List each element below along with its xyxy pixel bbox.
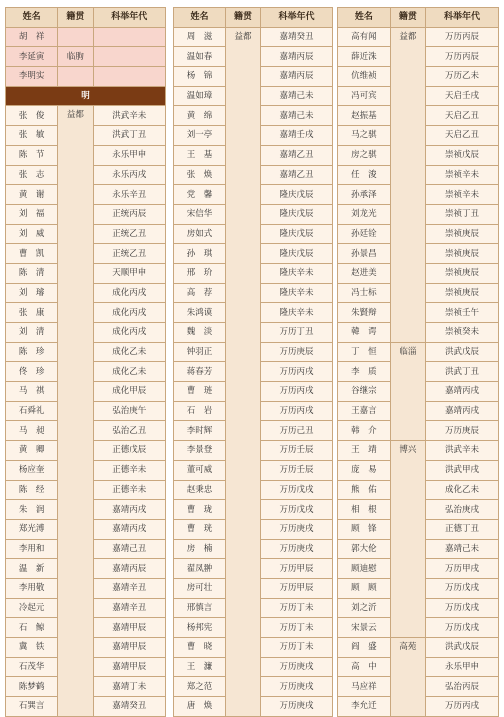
exam-year: 崇祯癸未 [426, 323, 499, 343]
header-origin: 籍贯 [58, 8, 93, 28]
exam-year: 万历戊戌 [426, 598, 499, 618]
exam-year: 正统乙丑 [93, 224, 165, 244]
person-name: 刘 福 [6, 204, 58, 224]
person-name: 张 俊 [6, 106, 58, 126]
exam-year: 崇祯庚辰 [426, 283, 499, 303]
person-name: 王 濂 [174, 657, 226, 677]
exam-year: 隆庆戊辰 [261, 204, 333, 224]
person-name: 翟凤翀 [174, 559, 226, 579]
exam-year: 洪武戊辰 [426, 342, 499, 362]
header-row [338, 8, 499, 28]
person-name: 李用和 [6, 539, 58, 559]
exam-year: 嘉靖甲辰 [93, 638, 165, 658]
exam-year: 成化丙戌 [93, 283, 165, 303]
exam-year: 天启壬戌 [426, 86, 499, 106]
person-name: 马之骐 [338, 126, 391, 146]
person-name: 张 康 [6, 303, 58, 323]
person-name: 李允迁 [338, 697, 391, 717]
exam-year: 万历庚戌 [261, 519, 333, 539]
header-exam: 科举年代 [426, 8, 499, 28]
origin-group: 益都 [226, 27, 261, 716]
person-name: 薛近洙 [338, 47, 391, 67]
person-name: 房之骐 [338, 145, 391, 165]
table-right [337, 7, 499, 717]
dynasty-label-ming: 明 [6, 86, 166, 106]
person-name: 陈 节 [6, 145, 58, 165]
exam-year: 成化乙未 [426, 480, 499, 500]
person-name: 顾 锋 [338, 519, 391, 539]
person-name: 刘 清 [6, 323, 58, 343]
exam-year: 正统乙丑 [93, 244, 165, 264]
exam-year: 万历甲辰 [261, 578, 333, 598]
exam-year: 天启乙丑 [426, 126, 499, 146]
table-middle-rows [174, 27, 333, 716]
person-name: 冯士标 [338, 283, 391, 303]
person-name: 顾迪慰 [338, 559, 391, 579]
person-name: 郑光溥 [6, 519, 58, 539]
exam-year: 万历壬辰 [261, 460, 333, 480]
person-name: 周 滋 [174, 27, 226, 47]
person-name: 冯可宾 [338, 86, 391, 106]
person-name: 钟羽正 [174, 342, 226, 362]
exam-year: 嘉靖丙戌 [93, 519, 165, 539]
person-name: 赵秉忠 [174, 480, 226, 500]
exam-year: 万历庚辰 [261, 342, 333, 362]
exam-year: 万历丙戌 [426, 697, 499, 717]
exam-year: 正德戊辰 [93, 441, 165, 461]
exam-year: 万历丙戌 [261, 401, 333, 421]
exam-year: 万历庚辰 [426, 421, 499, 441]
person-name: 魏 淡 [174, 323, 226, 343]
exam-year: 万历甲辰 [261, 559, 333, 579]
exam-year: 弘治庚午 [93, 401, 165, 421]
person-origin [58, 27, 93, 47]
person-name: 曹 珖 [174, 519, 226, 539]
person-name: 陈 珍 [6, 342, 58, 362]
table-row [338, 441, 499, 461]
exam-year [93, 27, 165, 47]
origin-group: 益都 [390, 27, 425, 342]
exam-year: 弘治丙辰 [426, 677, 499, 697]
table-row [338, 638, 499, 658]
exam-year: 万历丙戌 [261, 362, 333, 382]
table-row [6, 106, 166, 126]
exam-year: 万历庚戌 [261, 657, 333, 677]
exam-year: 万历丙戌 [261, 382, 333, 402]
exam-year: 洪武戊辰 [426, 638, 499, 658]
person-name: 高 荐 [174, 283, 226, 303]
exam-year: 成化丙戌 [93, 323, 165, 343]
origin-group: 临淄 [390, 342, 425, 440]
exam-year: 万历丙辰 [426, 47, 499, 67]
person-name: 石巽言 [6, 697, 58, 717]
person-name: 刘 威 [6, 224, 58, 244]
exam-year: 万历庚戌 [261, 677, 333, 697]
person-name: 刘一亭 [174, 126, 226, 146]
exam-year: 万历乙未 [426, 67, 499, 87]
exam-year: 永乐辛丑 [93, 185, 165, 205]
person-name: 唐 焕 [174, 697, 226, 717]
person-name: 李用敬 [6, 578, 58, 598]
exam-year: 天顺甲申 [93, 263, 165, 283]
exam-year: 崇祯辛未 [426, 165, 499, 185]
person-name: 孙景昌 [338, 244, 391, 264]
person-name: 温如春 [174, 47, 226, 67]
table-left-ming-rows [6, 106, 166, 716]
exam-year: 万历丁未 [261, 638, 333, 658]
origin-group: 益都 [58, 106, 93, 716]
person-name: 黄 卿 [6, 441, 58, 461]
exam-year: 嘉靖丙辰 [93, 559, 165, 579]
exam-year: 万历戊戌 [261, 480, 333, 500]
exam-year: 隆庆辛未 [261, 263, 333, 283]
exam-year: 万历壬辰 [261, 441, 333, 461]
person-name: 马应祥 [338, 677, 391, 697]
person-name: 李时辉 [174, 421, 226, 441]
person-name: 宋信华 [174, 204, 226, 224]
exam-year: 万历己丑 [261, 421, 333, 441]
person-name: 赵进美 [338, 263, 391, 283]
exam-year: 嘉靖己未 [261, 86, 333, 106]
exam-year: 崇祯庚辰 [426, 224, 499, 244]
exam-year: 万历丁未 [261, 598, 333, 618]
exam-year: 万历戊戌 [426, 618, 499, 638]
person-name: 石 岩 [174, 401, 226, 421]
header-name: 姓名 [174, 8, 226, 28]
exam-year: 嘉靖丙辰 [261, 47, 333, 67]
exam-year: 嘉靖丙戌 [426, 401, 499, 421]
person-name: 孙 琪 [174, 244, 226, 264]
person-name: 马 祺 [6, 382, 58, 402]
header-exam: 科举年代 [261, 8, 333, 28]
exam-year: 成化甲辰 [93, 382, 165, 402]
person-name: 马 昶 [6, 421, 58, 441]
exam-year: 隆庆辛未 [261, 283, 333, 303]
exam-year: 永乐甲申 [426, 657, 499, 677]
header-row [174, 8, 333, 28]
table-row [338, 342, 499, 362]
person-name: 任 浚 [338, 165, 391, 185]
person-name: 刘 璿 [6, 283, 58, 303]
person-name: 谷继宗 [338, 382, 391, 402]
person-name: 伉维祯 [338, 67, 391, 87]
person-name: 邢慎言 [174, 598, 226, 618]
person-name: 朱 润 [6, 500, 58, 520]
exam-year: 嘉靖丁未 [93, 677, 165, 697]
exam-year: 万历庚戌 [261, 539, 333, 559]
person-name: 温 新 [6, 559, 58, 579]
person-name: 杨 锦 [174, 67, 226, 87]
exam-year: 万历丁未 [261, 618, 333, 638]
person-name: 韓 谔 [338, 323, 391, 343]
person-name: 房可壮 [174, 578, 226, 598]
exam-year: 嘉靖辛丑 [93, 598, 165, 618]
person-name: 房如式 [174, 224, 226, 244]
person-name: 朱賢辩 [338, 303, 391, 323]
exam-year: 嘉靖乙丑 [261, 165, 333, 185]
header-name: 姓名 [338, 8, 391, 28]
person-name: 曹 凯 [6, 244, 58, 264]
exam-year: 洪武丁丑 [93, 126, 165, 146]
exam-year: 嘉靖己丑 [93, 539, 165, 559]
exam-year: 嘉靖丙辰 [261, 67, 333, 87]
table-row [6, 47, 166, 67]
exam-year: 万历庚戌 [261, 697, 333, 717]
exam-year: 嘉靖癸丑 [93, 697, 165, 717]
exam-year: 崇祯壬午 [426, 303, 499, 323]
exam-year: 万历甲戌 [426, 559, 499, 579]
person-name: 王 靖 [338, 441, 391, 461]
person-name: 顾 顾 [338, 578, 391, 598]
person-origin: 临朐 [58, 47, 93, 67]
exam-year: 万历戊戌 [261, 500, 333, 520]
person-name: 冀 铁 [6, 638, 58, 658]
person-name: 陈 经 [6, 480, 58, 500]
exam-year: 洪武甲戌 [426, 460, 499, 480]
header-row [6, 8, 166, 28]
person-name: 邢 玠 [174, 263, 226, 283]
person-name: 石 鲸 [6, 618, 58, 638]
origin-group: 博兴 [390, 441, 425, 638]
person-name: 曹 琏 [174, 382, 226, 402]
exam-year: 嘉靖丙戌 [93, 500, 165, 520]
person-name: 相 根 [338, 500, 391, 520]
person-name: 石茂华 [6, 657, 58, 677]
table-row [174, 27, 333, 47]
person-name: 黄 谢 [6, 185, 58, 205]
exam-year: 嘉靖己未 [426, 539, 499, 559]
person-name: 王 基 [174, 145, 226, 165]
exam-year: 成化乙未 [93, 362, 165, 382]
exam-year: 正德辛未 [93, 460, 165, 480]
exam-year: 万历戊戌 [426, 578, 499, 598]
exam-year [93, 67, 165, 87]
person-name: 冷起元 [6, 598, 58, 618]
person-name: 王嘉言 [338, 401, 391, 421]
exam-year: 崇祯丁丑 [426, 204, 499, 224]
header-exam: 科举年代 [93, 8, 165, 28]
dynasty-divider [6, 86, 166, 106]
exam-year: 崇祯戊辰 [426, 145, 499, 165]
exam-year: 成化丙戌 [93, 303, 165, 323]
exam-year [93, 47, 165, 67]
exam-year: 崇祯庚辰 [426, 263, 499, 283]
person-name: 黄 绵 [174, 106, 226, 126]
person-name: 阎 盛 [338, 638, 391, 658]
exam-year: 隆庆辛未 [261, 303, 333, 323]
person-origin [58, 67, 93, 87]
person-name: 温如璋 [174, 86, 226, 106]
exam-year: 正统丙辰 [93, 204, 165, 224]
exam-year: 洪武辛未 [426, 441, 499, 461]
table-row [338, 27, 499, 47]
person-name: 佟 珍 [6, 362, 58, 382]
person-name: 庞 易 [338, 460, 391, 480]
table-middle [173, 7, 333, 717]
person-name: 郭大伦 [338, 539, 391, 559]
person-name: 陈 清 [6, 263, 58, 283]
person-name: 曹 珑 [174, 500, 226, 520]
person-name: 张 敏 [6, 126, 58, 146]
exam-year: 嘉靖甲辰 [93, 618, 165, 638]
exam-year: 嘉靖壬戌 [261, 126, 333, 146]
person-name: 孙承泽 [338, 185, 391, 205]
person-name: 刘之沂 [338, 598, 391, 618]
person-name: 石舜礼 [6, 401, 58, 421]
exam-year: 洪武辛未 [93, 106, 165, 126]
person-name: 陈梦鹤 [6, 677, 58, 697]
exam-year: 崇祯辛未 [426, 185, 499, 205]
exam-year: 崇祯庚辰 [426, 244, 499, 264]
origin-group: 高苑 [390, 638, 425, 717]
person-name: 宋景云 [338, 618, 391, 638]
exam-year: 万历丁丑 [261, 323, 333, 343]
exam-year: 嘉靖癸丑 [261, 27, 333, 47]
person-name: 郑之范 [174, 677, 226, 697]
person-name: 蒋春芳 [174, 362, 226, 382]
exam-year: 隆庆戊辰 [261, 224, 333, 244]
person-name: 丁 恒 [338, 342, 391, 362]
exam-year: 弘治乙丑 [93, 421, 165, 441]
person-name: 杨邦宪 [174, 618, 226, 638]
person-name: 张 志 [6, 165, 58, 185]
exam-year: 正德丁丑 [426, 519, 499, 539]
person-name: 张 焕 [174, 165, 226, 185]
person-name: 赵振基 [338, 106, 391, 126]
person-name: 杨应奎 [6, 460, 58, 480]
exam-year: 嘉靖辛丑 [93, 578, 165, 598]
person-name: 曹 晓 [174, 638, 226, 658]
exam-year: 嘉靖乙丑 [261, 145, 333, 165]
exam-year: 隆庆戊辰 [261, 244, 333, 264]
exam-year: 永乐丙戌 [93, 165, 165, 185]
person-name: 高有闻 [338, 27, 391, 47]
header-origin: 籍贯 [226, 8, 261, 28]
person-name: 高 中 [338, 657, 391, 677]
table-row [6, 67, 166, 87]
exam-year: 洪武丁丑 [426, 362, 499, 382]
exam-year: 嘉靖己未 [261, 106, 333, 126]
exam-year: 永乐甲申 [93, 145, 165, 165]
person-name: 胡 祥 [6, 27, 58, 47]
exam-year: 天启乙丑 [426, 106, 499, 126]
header-name: 姓名 [6, 8, 58, 28]
person-name: 李 质 [338, 362, 391, 382]
person-name: 刘龙光 [338, 204, 391, 224]
table-row [6, 27, 166, 47]
table-left-yuan-rows [6, 27, 166, 86]
exam-year: 弘治庚戌 [426, 500, 499, 520]
exam-year: 正德辛未 [93, 480, 165, 500]
exam-year: 嘉靖甲辰 [93, 657, 165, 677]
person-name: 董可威 [174, 460, 226, 480]
person-name: 朱鸿谟 [174, 303, 226, 323]
person-name: 李明实 [6, 67, 58, 87]
exam-year: 万历丙辰 [426, 27, 499, 47]
table-left [5, 7, 166, 717]
exam-year: 成化乙未 [93, 342, 165, 362]
exam-year: 隆庆戊辰 [261, 185, 333, 205]
header-origin: 籍贯 [390, 8, 425, 28]
person-name: 李延寅 [6, 47, 58, 67]
person-name: 熊 佑 [338, 480, 391, 500]
person-name: 李景登 [174, 441, 226, 461]
person-name: 房 楠 [174, 539, 226, 559]
person-name: 韩 介 [338, 421, 391, 441]
exam-year: 嘉靖丙戌 [426, 382, 499, 402]
person-name: 党 馨 [174, 185, 226, 205]
table-right-rows [338, 27, 499, 716]
person-name: 孙廷铨 [338, 224, 391, 244]
